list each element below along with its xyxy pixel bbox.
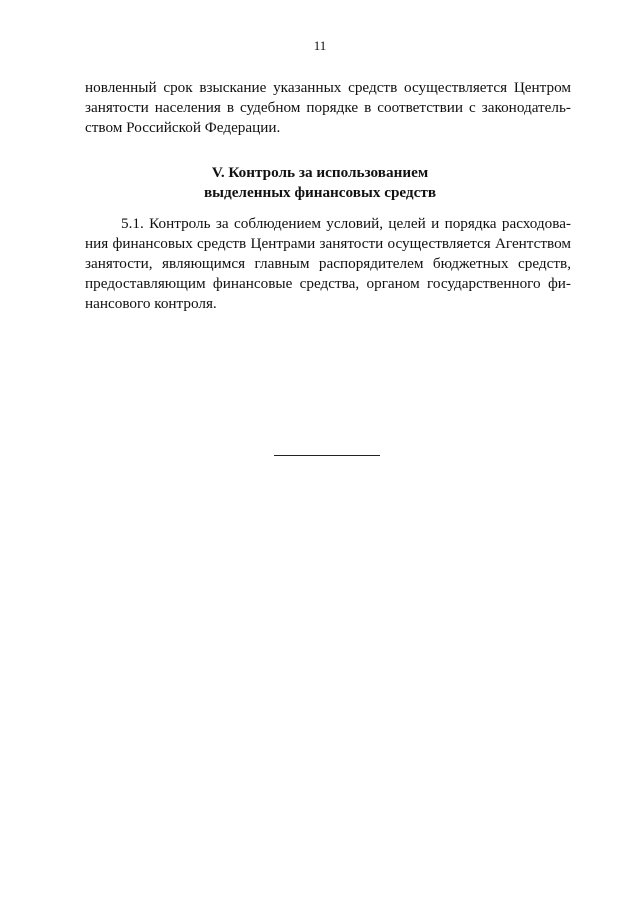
paragraph-line: ством Российской Федерации.	[85, 119, 281, 136]
section-heading	[0, 163, 640, 203]
paragraph-control-clause	[85, 214, 571, 314]
section-heading-line: V. Контроль за использованием	[211, 164, 429, 181]
paragraph-line: занятости, являющимся главным распорядителем бюджетных средств,	[85, 255, 571, 272]
page-number: 11	[313, 38, 327, 53]
paragraph-line: ния финансовых средств Центрами занятости осуществляется Агентством	[85, 235, 571, 252]
end-separator-line	[274, 455, 380, 456]
section-heading-line: выделенных финансовых средств	[203, 184, 437, 201]
paragraph-line: занятости населения в судебном порядке в соответствии с законодатель-	[85, 99, 571, 116]
paragraph-recovery-procedure	[85, 78, 571, 138]
paragraph-line: новленный срок взыскание указанных средств осуществляется Центром	[85, 79, 571, 96]
paragraph-line: предоставляющим финансовые средства, органом государственного фи-	[85, 275, 571, 292]
paragraph-line: нансового контроля.	[85, 295, 217, 312]
paragraph-line: 5.1. Контроль за соблюдением условий, целей и порядка расходова-	[121, 215, 571, 232]
